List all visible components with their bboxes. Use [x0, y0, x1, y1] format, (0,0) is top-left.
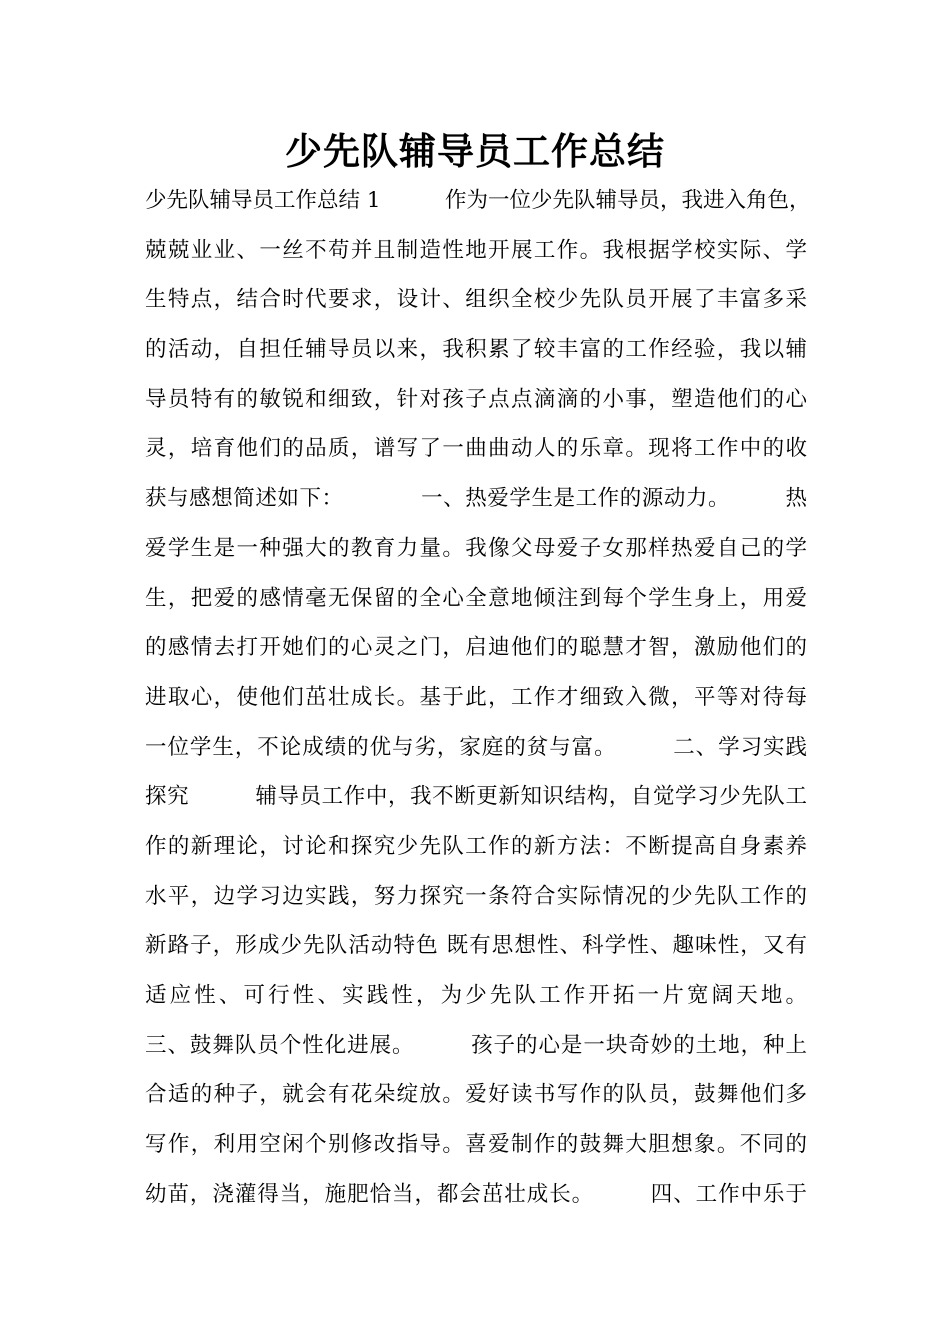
- body-line: 三、鼓舞队员个性化进展。 孩子的心是一块奇妙的土地，种上: [145, 1032, 807, 1058]
- body-line: 水平，边学习边实践，努力探究一条符合实际情况的少先队工作的: [145, 883, 807, 909]
- document-title: 少先队辅导员工作总结: [285, 130, 665, 173]
- body-line: 新路子，形成少先队活动特色 既有思想性、科学性、趣味性，又有: [145, 933, 807, 959]
- body-line: 幼苗，浇灌得当，施肥恰当，都会茁壮成长。 四、工作中乐于: [145, 1181, 807, 1207]
- body-line: 少先队辅导员工作总结 1 作为一位少先队辅导员，我进入角色，: [145, 188, 811, 213]
- body-line: 探究 辅导员工作中，我不断更新知识结构，自觉学习少先队工: [145, 784, 807, 810]
- body-line: 生，把爱的感情毫无保留的全心全意地倾注到每个学生身上，用爱: [145, 585, 807, 611]
- body-line: 适应性、可行性、实践性，为少先队工作开拓一片宽阔天地。: [145, 983, 807, 1008]
- body-line: 作的新理论，讨论和探究少先队工作的新方法：不断提高自身素养: [145, 833, 807, 859]
- body-line: 生特点，结合时代要求，设计、组织全校少先队员开展了丰富多采: [145, 287, 807, 313]
- body-line: 的感情去打开她们的心灵之门，启迪他们的聪慧才智，激励他们的: [145, 635, 807, 661]
- body-line: 合适的种子，就会有花朵绽放。爱好读书写作的队员，鼓舞他们多: [145, 1082, 807, 1108]
- body-line: 导员特有的敏锐和细致，针对孩子点点滴滴的小事，塑造他们的心: [145, 386, 807, 412]
- body-line: 爱学生是一种强大的教育力量。我像父母爱子女那样热爱自己的学: [145, 535, 807, 561]
- document-body: [145, 176, 811, 1219]
- body-line: 一位学生，不论成绩的优与劣，家庭的贫与富。 二、学习实践: [145, 734, 807, 760]
- body-line: 灵，培育他们的品质，谱写了一曲曲动人的乐章。现将工作中的收: [145, 436, 807, 462]
- body-line: 的活动，自担任辅导员以来，我积累了较丰富的工作经验，我以辅: [145, 337, 807, 363]
- body-line: 获与感想简述如下： 一、热爱学生是工作的源动力。 热: [145, 486, 807, 512]
- body-line: 进取心，使他们茁壮成长。基于此，工作才细致入微，平等对待每: [145, 684, 807, 710]
- body-line: 写作，利用空闲个别修改指导。喜爱制作的鼓舞大胆想象。不同的: [145, 1132, 807, 1158]
- body-line: 兢兢业业、一丝不苟并且制造性地开展工作。我根据学校实际、学: [145, 237, 807, 263]
